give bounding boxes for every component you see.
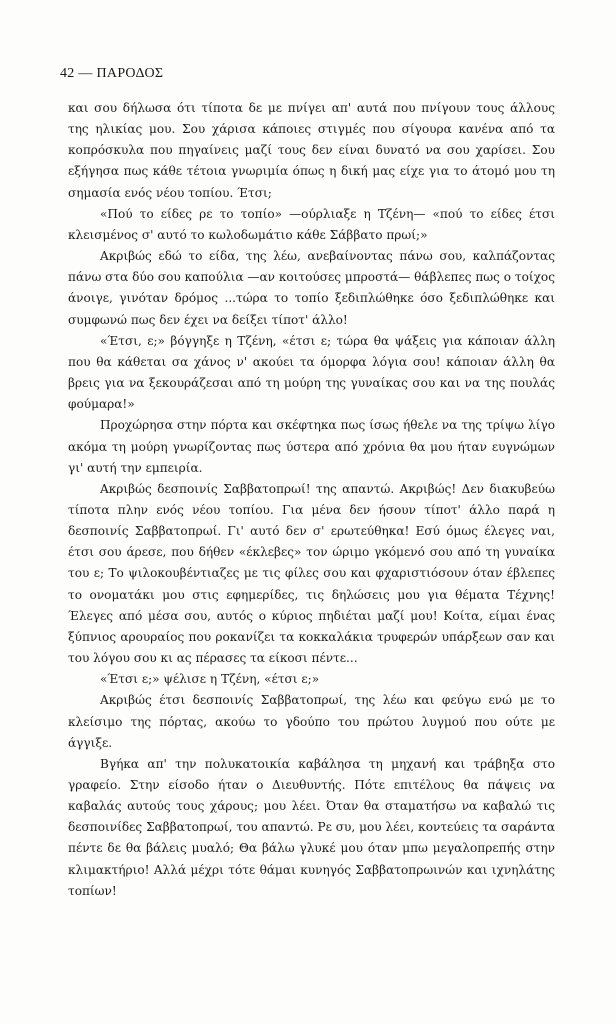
paragraph-7: «Έτσι ε;» ψέλισε η Τζένη, «έτσι ε;»	[100, 672, 320, 687]
paragraph-3: Ακριβώς εδώ το είδα, της λέω, ανεβαίνοντας πάνω σου, καλπάζοντας πάνω στα δύο σου καπούλια —αν κοιτούσες μπροστά— θάβλεπες πως ο τοίχος άνοιγε, γινόταν δρόμος ...τώρα το τοπίο ξεδιπλώθηκε όσο ξεδιπλώθηκε και συμφωνώ πως δεν έχει να δείξει τίποτ' άλλο!	[68, 249, 555, 327]
paragraph-6: Ακριβώς δεσποινίς Σαββατοπρωί! της απαντώ. Ακριβώς! Δεν διακυβεύω τίποτα πλην ενός νέου τοπίου. Για μένα δεν ήσουν τίποτ' άλλο παρά η δεσποινίς Σαββατοπρωί. Γι' αυτό δεν σ' ερωτεύθηκα! Εσύ όμως έλεγες ναι, έτσι σου άρεσε, που δήθεν «έκλεβες» τον ώριμο γκόμενό σου από τη γυναίκα του ε; Το ψιλοκουβέντιαζες με τις φίλες σου και φχαριστιόσουν όταν έβλεπες το ονοματάκι μου στις εφημερίδες, τις δηλώσεις μου για θέματα Τέχνης! Έλεγες από μέσα σου, αυτός ο κύριος πηδιέται μαζί μου! Κοίτα, είμαι ένας ξύπνιος αρουραίος που ροκανίζει τα κοκκαλάκια τρυφερών υπάρξεων σαν και του λόγου σου κι ας πέρασες τα είκοσι πέντε...	[68, 481, 555, 666]
running-head: 42 — ΠΑΡΟΔΟΣ	[60, 66, 164, 81]
paragraph-1: και σου δήλωσα ότι τίποτα δε με πνίγει απ' αυτά που πνίγουν τους άλλους της ηλικίας μου. Σου χάρισα κάποιες στιγμές που σίγουρα κανένα από τα κοπρόσκυλα που πηγαίνεις μαζί τους δεν είναι δυνατό να σου χαρίσει. Σου εξήγησα πως κάθε τέτοια γνωριμία όπως η δική μας είχε για το άτομό μου τη σημασία ενός νέου τοπίου. Έτσι;	[68, 101, 555, 200]
body-text	[68, 98, 555, 902]
paragraph-5: Προχώρησα στην πόρτα και σκέφτηκα πως ίσως ήθελε να της τρίψω λίγο ακόμα τη μούρη γνωρίζοντας πως ύστερα από χρόνια θα μου ήταν ευγνώμων γι' αυτή την εμπειρία.	[68, 418, 555, 475]
paragraph-9: Βγήκα απ' την πολυκατοικία καβάλησα τη μηχανή και τράβηξα στο γραφείο. Στην είσοδο ήταν ο Διευθυντής. Πότε επιτέλους θα πάψεις να καβαλάς αυτούς τους χάρους; μου λέει. Όταν θα σταματήσω να καβαλώ τις δεσποινίδες Σαββατοπρωί, του απαντώ. Ρε συ, μου λέει, κοντεύεις τα σαράντα πέντε δε θα βάλεις μυαλό; Θα βάλω γλυκέ μου όταν μπω μεγαλοπρεπής στην κλιμακτήριο! Αλλά μέχρι τότε θάμαι κυνηγός Σαββατοπρωινών και ιχνηλάτης τοπίων!	[68, 756, 555, 898]
paragraph-4: «Έτσι, ε;» βόγγηξε η Τζένη, «έτσι ε; τώρα θα ψάξεις για κάποιαν άλλη που θα κάθεται σα χάνος ν' ακούει τα όμορφα λόγια σου! κάποιαν άλλη θα βρεις για να ξεκουράζεσαι από τη μούρη της γυναίκας σου και να της πουλάς φούμαρα!»	[68, 333, 555, 412]
paragraph-2: «Πού το είδες ρε το τοπίο» —ούρλιαξε η Τζένη— «πού το είδες έτσι κλεισμένος σ' αυτό το κωλοδωμάτιο κάθε Σάββατο πρωί;»	[68, 206, 555, 242]
paragraph-8: Ακριβώς έτσι δεσποινίς Σαββατοπρωί, της λέω και φεύγω ενώ με το κλείσιμο της πόρτας, ακούω το γδούπο του πρώτου λυγμού που ούτε με άγγιξε.	[68, 693, 555, 750]
